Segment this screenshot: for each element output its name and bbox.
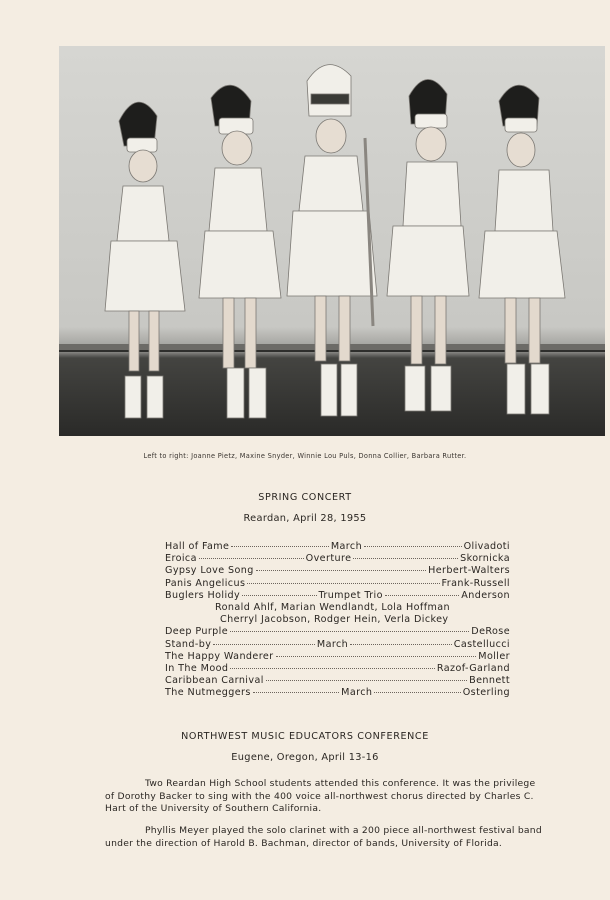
- majorette-photo: [59, 46, 605, 436]
- piece-title: The Nutmeggers: [165, 687, 251, 699]
- dot-leader: [230, 631, 469, 632]
- majorette-group-photo-icon: [59, 46, 605, 436]
- program-row: [165, 663, 510, 675]
- trio-performers-line: Cherryl Jacobson, Rodger Hein, Verla Dickey: [220, 614, 449, 626]
- piece-type: Overture: [305, 553, 352, 565]
- piece-type: March: [330, 541, 363, 552]
- piece-title: Stand-by: [165, 638, 212, 650]
- dot-leader: [266, 680, 467, 681]
- trio-performers-line: Ronald Ahlf, Marian Wendlandt, Lola Hoffman: [215, 601, 450, 613]
- piece-composer: Anderson: [461, 589, 510, 601]
- piece-composer: Olivadoti: [463, 541, 510, 552]
- dot-leader: [353, 558, 458, 559]
- piece-composer: Skornicka: [460, 553, 510, 565]
- program-row: [165, 687, 510, 699]
- piece-title: Deep Purple: [165, 626, 229, 638]
- conference-paragraph-2: Phyllis Meyer played the solo clarinet with a 200 piece all-northwest festival band under the direction of Harold B. Bachman, director of bands, University of Florida.: [105, 825, 542, 849]
- piece-title: In The Mood: [165, 662, 229, 674]
- piece-title: Buglers Holidy: [165, 589, 241, 601]
- dot-leader: [253, 692, 339, 693]
- piece-composer: Osterling: [462, 687, 510, 699]
- program-row: [165, 651, 510, 663]
- piece-title: Caribbean Carnival: [165, 675, 264, 687]
- piece-title: The Happy Wanderer: [165, 650, 274, 662]
- dot-leader: [276, 656, 477, 657]
- dot-leader: [374, 692, 460, 693]
- piece-composer: Castellucci: [453, 638, 510, 650]
- dot-leader: [242, 595, 316, 596]
- piece-title: Panis Angelicus: [165, 577, 246, 589]
- piece-composer: Frank-Russell: [441, 577, 510, 589]
- conference-subtitle: Eugene, Oregon, April 13-16: [231, 752, 379, 763]
- program-row: [165, 553, 510, 565]
- piece-title: Eroica: [165, 553, 197, 565]
- piece-type: Trumpet Trio: [318, 589, 383, 601]
- dot-leader: [350, 644, 452, 645]
- piece-title: Gypsy Love Song: [165, 565, 254, 577]
- program-row: [165, 639, 510, 651]
- spring-concert-title: SPRING CONCERT: [258, 492, 352, 503]
- spring-concert-subtitle: Reardan, April 28, 1955: [243, 513, 367, 524]
- piece-composer: Razof-Garland: [436, 662, 510, 674]
- dot-leader: [199, 558, 304, 559]
- piece-composer: Bennett: [469, 675, 510, 687]
- dot-leader: [230, 668, 435, 669]
- piece-type: March: [341, 687, 373, 699]
- photo-caption: Left to right: Joanne Pietz, Maxine Snyder, Winnie Lou Puls, Donna Collier, Barbara Rutter.: [143, 452, 467, 460]
- program-row: [165, 565, 510, 577]
- conference-paragraph-1: Two Reardan High School students attended this conference. It was the privilege of Dorothy Backer to sing with the 400 voice all-northwest chorus directed by Charles C. Hart of the University of Southern California.: [105, 778, 536, 815]
- dot-leader: [231, 546, 328, 547]
- conference-title: NORTHWEST MUSIC EDUCATORS CONFERENCE: [181, 731, 429, 742]
- program-row: [165, 541, 510, 553]
- program-row: [165, 675, 510, 687]
- piece-type: March: [316, 638, 349, 650]
- piece-composer: DeRose: [471, 626, 510, 638]
- piece-title: Hall of Fame: [165, 541, 230, 552]
- program-row: [165, 626, 510, 638]
- dot-leader: [364, 546, 461, 547]
- piece-composer: Herbert-Walters: [428, 565, 510, 577]
- program-row: [165, 590, 510, 602]
- dot-leader: [247, 583, 439, 584]
- dot-leader: [385, 595, 459, 596]
- dot-leader: [256, 570, 426, 571]
- program-row: [165, 578, 510, 590]
- piece-composer: Moller: [478, 650, 510, 662]
- dot-leader: [213, 644, 315, 645]
- concert-program: [165, 541, 510, 699]
